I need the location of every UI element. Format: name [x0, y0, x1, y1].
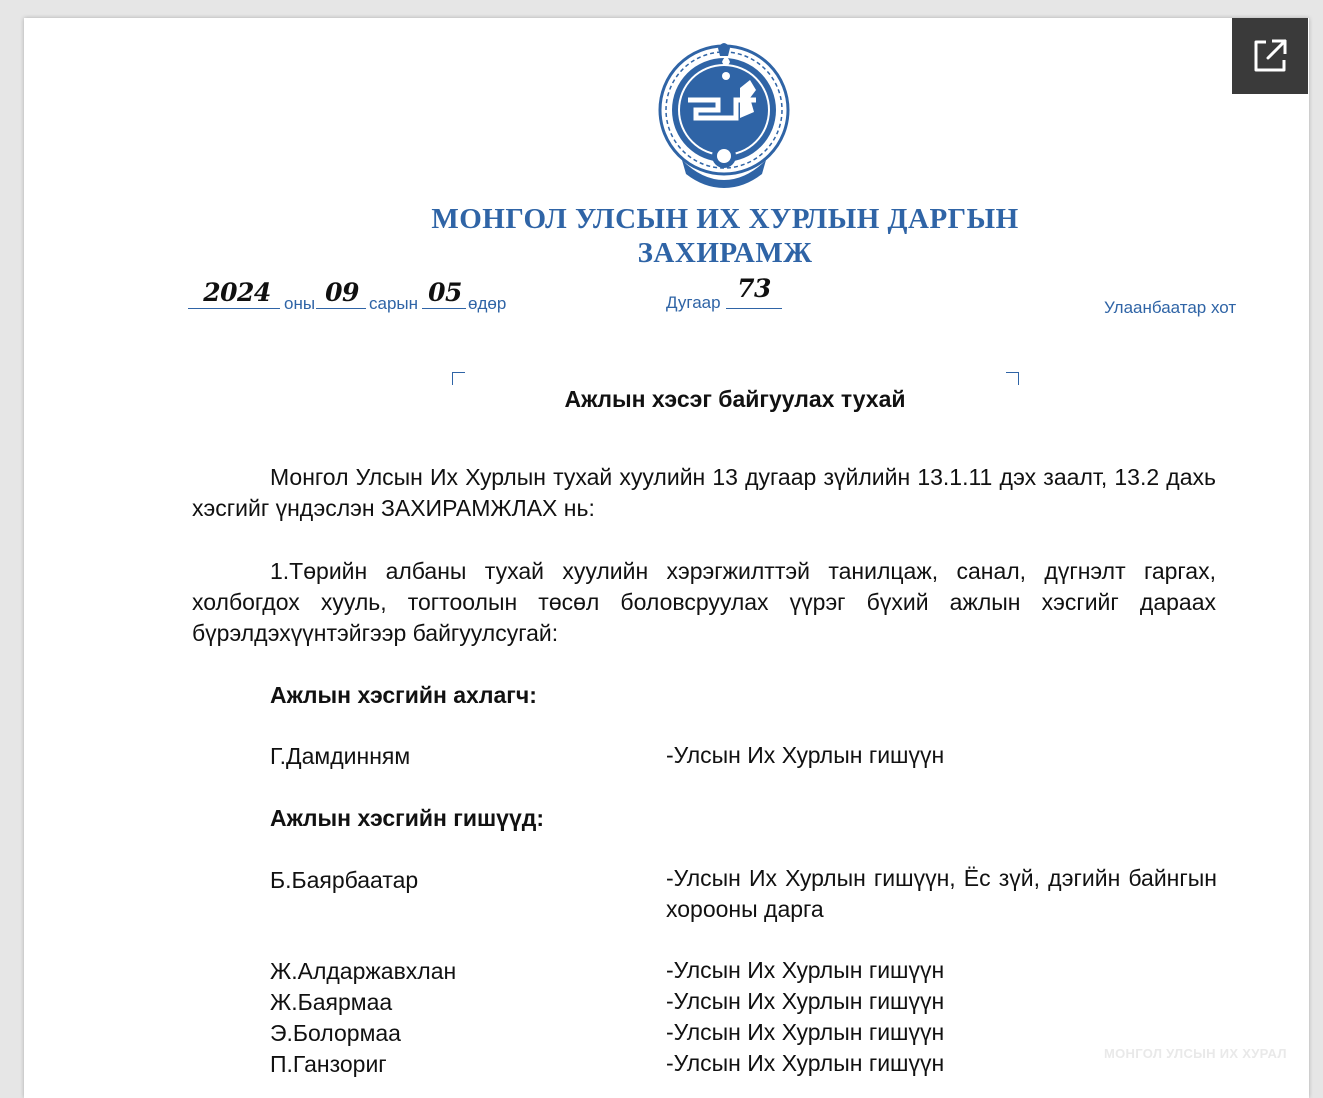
year-underline — [188, 308, 280, 309]
member-name: Э.Болормаа — [270, 1020, 401, 1046]
member-name: Ж.Алдаржавхлан — [270, 958, 457, 984]
day-underline — [422, 308, 466, 309]
member-role: -Улсын Их Хурлын гишүүн — [666, 1019, 945, 1045]
member-role: -Улсын Их Хурлын гишүүн — [666, 1050, 945, 1076]
member-role: -Улсын Их Хурлын гишүүн — [666, 957, 945, 983]
open-external-button[interactable] — [1232, 18, 1308, 94]
leader-role: -Улсын Их Хурлын гишүүн — [666, 742, 945, 768]
clause-1-paragraph: 1.Төрийн албаны тухай хуулийн хэрэгжилттэй танилцаж, санал, дүгнэлт гаргах, холбогдох хууль, тогтоолын төсөл боловсруулах үүрэг бүхий ажлын хэсгийг дараах бүрэлдэхүүнтэйгээр байгуулсугай: — [192, 558, 1216, 646]
member-name: Ж.Баярмаа — [270, 989, 393, 1015]
handwritten-day: 05 — [428, 278, 462, 307]
state-emblem-icon — [652, 40, 796, 190]
leader-heading: Ажлын хэсгийн ахлагч: — [270, 682, 537, 708]
preamble-paragraph: Монгол Улсын Их Хурлын тухай хуулийн 13 дугаар зүйлийн 13.1.11 дэх заалт, 13.2 дахь хэсгийг үндэслэн ЗАХИРАМЖЛАХ нь: — [192, 464, 1216, 521]
handwritten-year: 2024 — [203, 278, 271, 307]
leader-name: Г.Дамдинням — [270, 743, 411, 769]
member-name: П.Ганзориг — [270, 1051, 387, 1077]
month-underline — [316, 308, 366, 309]
handwritten-month: 09 — [325, 278, 359, 307]
number-underline — [726, 308, 782, 309]
corner-mark-right — [1006, 372, 1019, 385]
handwritten-number: 73 — [737, 274, 771, 303]
member-role: -Улсын Их Хурлын гишүүн — [666, 988, 945, 1014]
document-title-line1: МОНГОЛ УЛСЫН ИХ ХУРЛЫН ДАРГЫН — [431, 203, 1019, 235]
number-label: Дугаар — [666, 293, 721, 312]
member-name: Б.Баярбаатар — [270, 867, 419, 893]
month-suffix: сарын — [369, 294, 419, 313]
external-link-icon — [1250, 36, 1290, 76]
year-suffix: оны — [284, 294, 316, 313]
corner-mark-left — [452, 372, 465, 385]
city-label: Улаанбаатар хот — [1104, 298, 1237, 317]
document-title-line2: ЗАХИРАМЖ — [637, 237, 813, 269]
day-suffix: өдөр — [468, 294, 507, 313]
members-heading: Ажлын хэсгийн гишүүд: — [270, 805, 545, 831]
member-role: -Улсын Их Хурлын гишүүн, Ёс зүй, дэгийн байнгын хорооны дарга — [666, 865, 1217, 922]
watermark: МОНГОЛ УЛСЫН ИХ ХУРАЛ — [1104, 1046, 1287, 1061]
document-subject: Ажлын хэсэг байгуулах тухай — [564, 386, 906, 412]
